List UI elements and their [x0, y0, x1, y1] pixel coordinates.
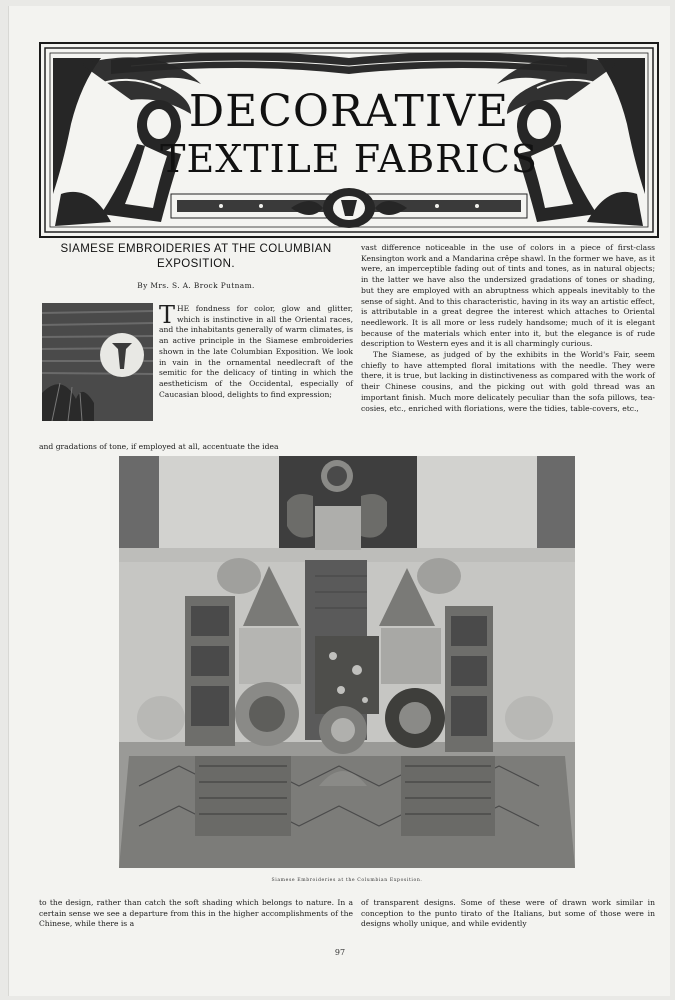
article-column-bottom-right — [361, 898, 655, 930]
small-illustration — [42, 303, 153, 421]
paragraph-3: The Siamese, as judged of by the exhibits in the World's Fair, seem chiefly to have attempted floral imitations with the needle. They were there, it is true, but lacking in distinctiveness as compared with the work of their Chinese cousins, and the picking out with gold thread was an important finish. Much more delicately peculiar than the sofa pillows, tea-cosies, etc., enriched with floriations, were the tidies, table-covers, etc., — [361, 350, 655, 413]
embroideries-photograph — [119, 456, 575, 868]
article-column-left-continued — [39, 442, 353, 453]
masthead-title-line1: DECORATIVE — [188, 86, 510, 137]
magazine-page — [8, 6, 670, 996]
paragraph-2: vast difference noticeable in the use of colors in a piece of first-class Kensington work and a Mandarina crêpe shawl. In the former we have, as it were, an imperceptible fading out of tints and tones, as in natural objects; in the latter we have also the undersized gradations of tones or shading, but they are employed with an abruptness which appeals inevitably to the sense of sight. And to this characteristic, having in its way an artistic effect, is attributable in a great degree the interest which attaches to Oriental needlework. It is all more or less rudely handsome; much of it is elegant because of the materials which enter into it, but the elegance is of rude description to Western eyes and it is all charmingly curious. — [361, 243, 655, 349]
paragraph-1-continued: and gradations of tone, if employed at all, accentuate the idea — [39, 442, 279, 451]
paragraph-bottom-left: to the design, rather than catch the soft shading which belongs to nature. In a certain sense we see a departure from this in the higher accomplishments of the Chinese, while there is a — [39, 898, 353, 929]
photo-caption: Siamese Embroideries at the Columbian Exposition. — [271, 878, 423, 883]
paragraph-bottom-right: of transparent designs. Some of these were of drawn work similar in conception to the punto tirato of the Italians, but some of those were in designs wholly unique, and while evidently — [361, 898, 655, 929]
article-column-right — [361, 243, 655, 414]
article-column-bottom-left — [39, 898, 353, 930]
article-byline: By Mrs. S. A. Brock Putnam. — [137, 281, 255, 290]
article-column-left-wrap — [159, 301, 353, 400]
page-number: 97 — [334, 948, 346, 957]
paragraph-1: HE fondness for color, glow and glitter, which is instinctive in all the Oriental races, and the inhabitants generally of warm climates, is an active principle in the Siamese embroideries shown in the late Columbian Exposition. We look in vain in the ornamental needlecraft of the semitic for the delicacy of tinting in which the aestheticism of the Occidental, especially of Caucasian blood, delights to find expression; — [159, 304, 353, 399]
article-title: SIAMESE EMBROIDERIES AT THE COLUMBIAN EXPOSITION. — [60, 243, 332, 270]
masthead-banner — [39, 42, 659, 238]
masthead-title-line2: TEXTILE FABRICS — [160, 137, 538, 181]
drop-cap: T — [159, 301, 176, 329]
